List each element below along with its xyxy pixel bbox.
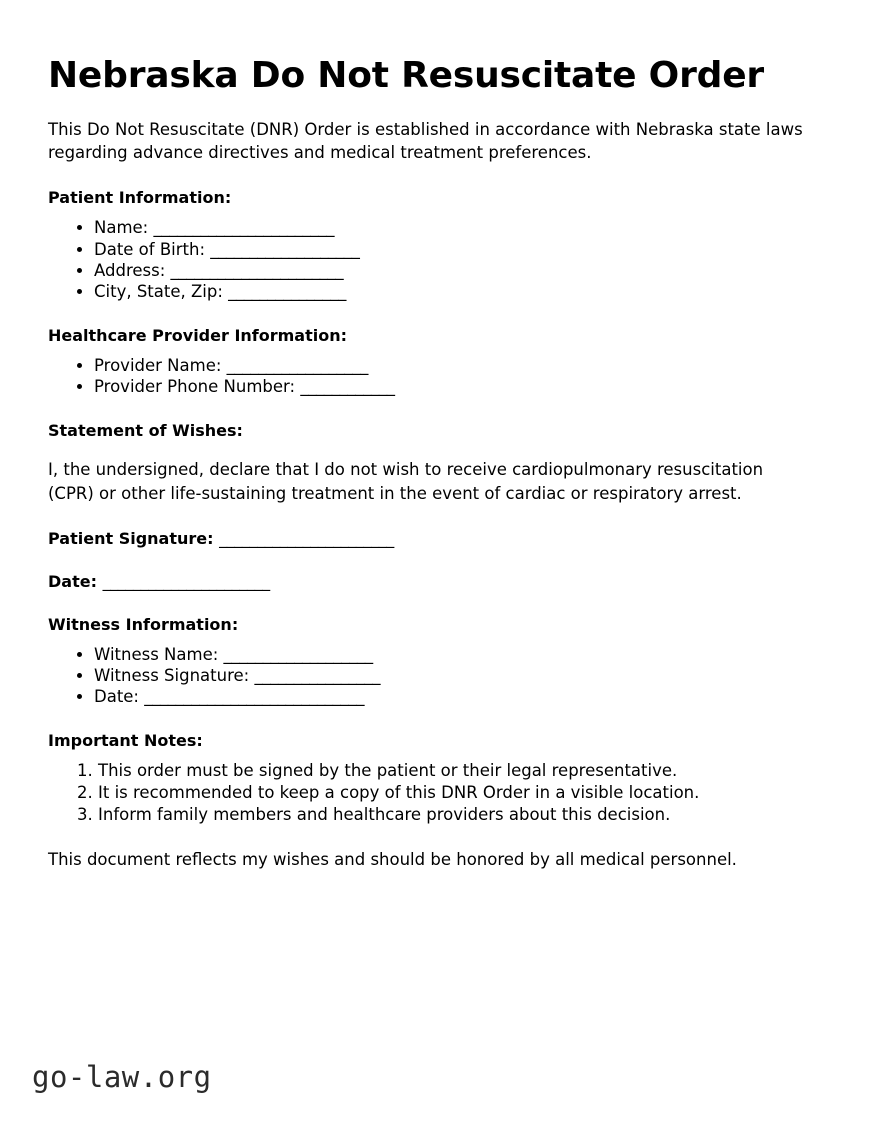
field-label: Witness Name:: [94, 644, 219, 664]
patient-date-label: Date:: [48, 571, 97, 591]
patient-signature-blank[interactable]: _______________________: [219, 528, 394, 548]
patient-information-list: [48, 217, 821, 301]
patient-date-blank[interactable]: ______________________: [102, 571, 270, 591]
fill-in-blank[interactable]: ___________________: [210, 239, 360, 259]
statement-of-wishes-body: I, the undersigned, declare that I do not wish to receive cardiopulmonary resuscitation (CPR) or other life-sustaining treatment in the event of cardiac or respiratory arrest.: [48, 460, 764, 503]
fill-in-blank[interactable]: ______________________: [170, 260, 344, 280]
section-heading-provider-information: Healthcare Provider Information:: [48, 325, 348, 345]
field-label: Witness Signature:: [94, 666, 250, 686]
witness-information-list: [48, 644, 821, 707]
fill-in-blank[interactable]: _______________: [228, 281, 346, 301]
fill-in-blank[interactable]: __________________: [226, 355, 368, 375]
list-item: [94, 217, 821, 238]
section-heading-patient-information: Patient Information:: [48, 188, 232, 208]
field-label: Date of Birth:: [94, 239, 206, 259]
list-item: [94, 355, 821, 376]
intro-paragraph: This Do Not Resuscitate (DNR) Order is established in accordance with Nebraska state laws regarding advance directives and medical treatment preferences.: [48, 119, 803, 163]
field-label: City, State, Zip:: [94, 281, 223, 301]
patient-signature-label: Patient Signature:: [48, 528, 214, 548]
patient-signature-line: [48, 529, 821, 548]
list-item: [94, 644, 821, 665]
list-item: [94, 281, 821, 302]
fill-in-blank[interactable]: ___________________: [223, 644, 373, 664]
closing-paragraph: This document reflects my wishes and should be honored by all medical personnel.: [48, 850, 737, 870]
field-label: Name:: [94, 218, 149, 238]
list-item: 3. Inform family members and healthcare providers about this decision.: [98, 804, 821, 826]
section-heading-important-notes: Important Notes:: [48, 731, 203, 751]
section-heading-statement-of-wishes: Statement of Wishes:: [48, 421, 243, 441]
fill-in-blank[interactable]: _______________________: [153, 218, 335, 238]
site-watermark: go-law.org: [32, 1060, 212, 1094]
field-label: Provider Name:: [94, 355, 222, 375]
section-heading-witness-information: Witness Information:: [48, 614, 239, 634]
fill-in-blank[interactable]: ____________________________: [144, 687, 365, 707]
field-label: Address:: [94, 260, 166, 280]
provider-information-list: [48, 355, 821, 397]
list-item: 2. It is recommended to keep a copy of this DNR Order in a visible location.: [98, 782, 821, 804]
fill-in-blank[interactable]: ____________: [300, 376, 395, 396]
list-item: [94, 665, 821, 686]
field-label: Date:: [94, 687, 139, 707]
page-title: Nebraska Do Not Resuscitate Order: [48, 55, 764, 96]
fill-in-blank[interactable]: ________________: [254, 666, 381, 686]
patient-date-line: [48, 572, 821, 591]
list-item: [94, 376, 821, 397]
list-item: 1. This order must be signed by the patient or their legal representative.: [98, 760, 821, 782]
list-item: [94, 260, 821, 281]
important-notes-list: [48, 760, 821, 826]
field-label: Provider Phone Number:: [94, 376, 296, 396]
list-item: [94, 239, 821, 260]
list-item: [94, 686, 821, 707]
